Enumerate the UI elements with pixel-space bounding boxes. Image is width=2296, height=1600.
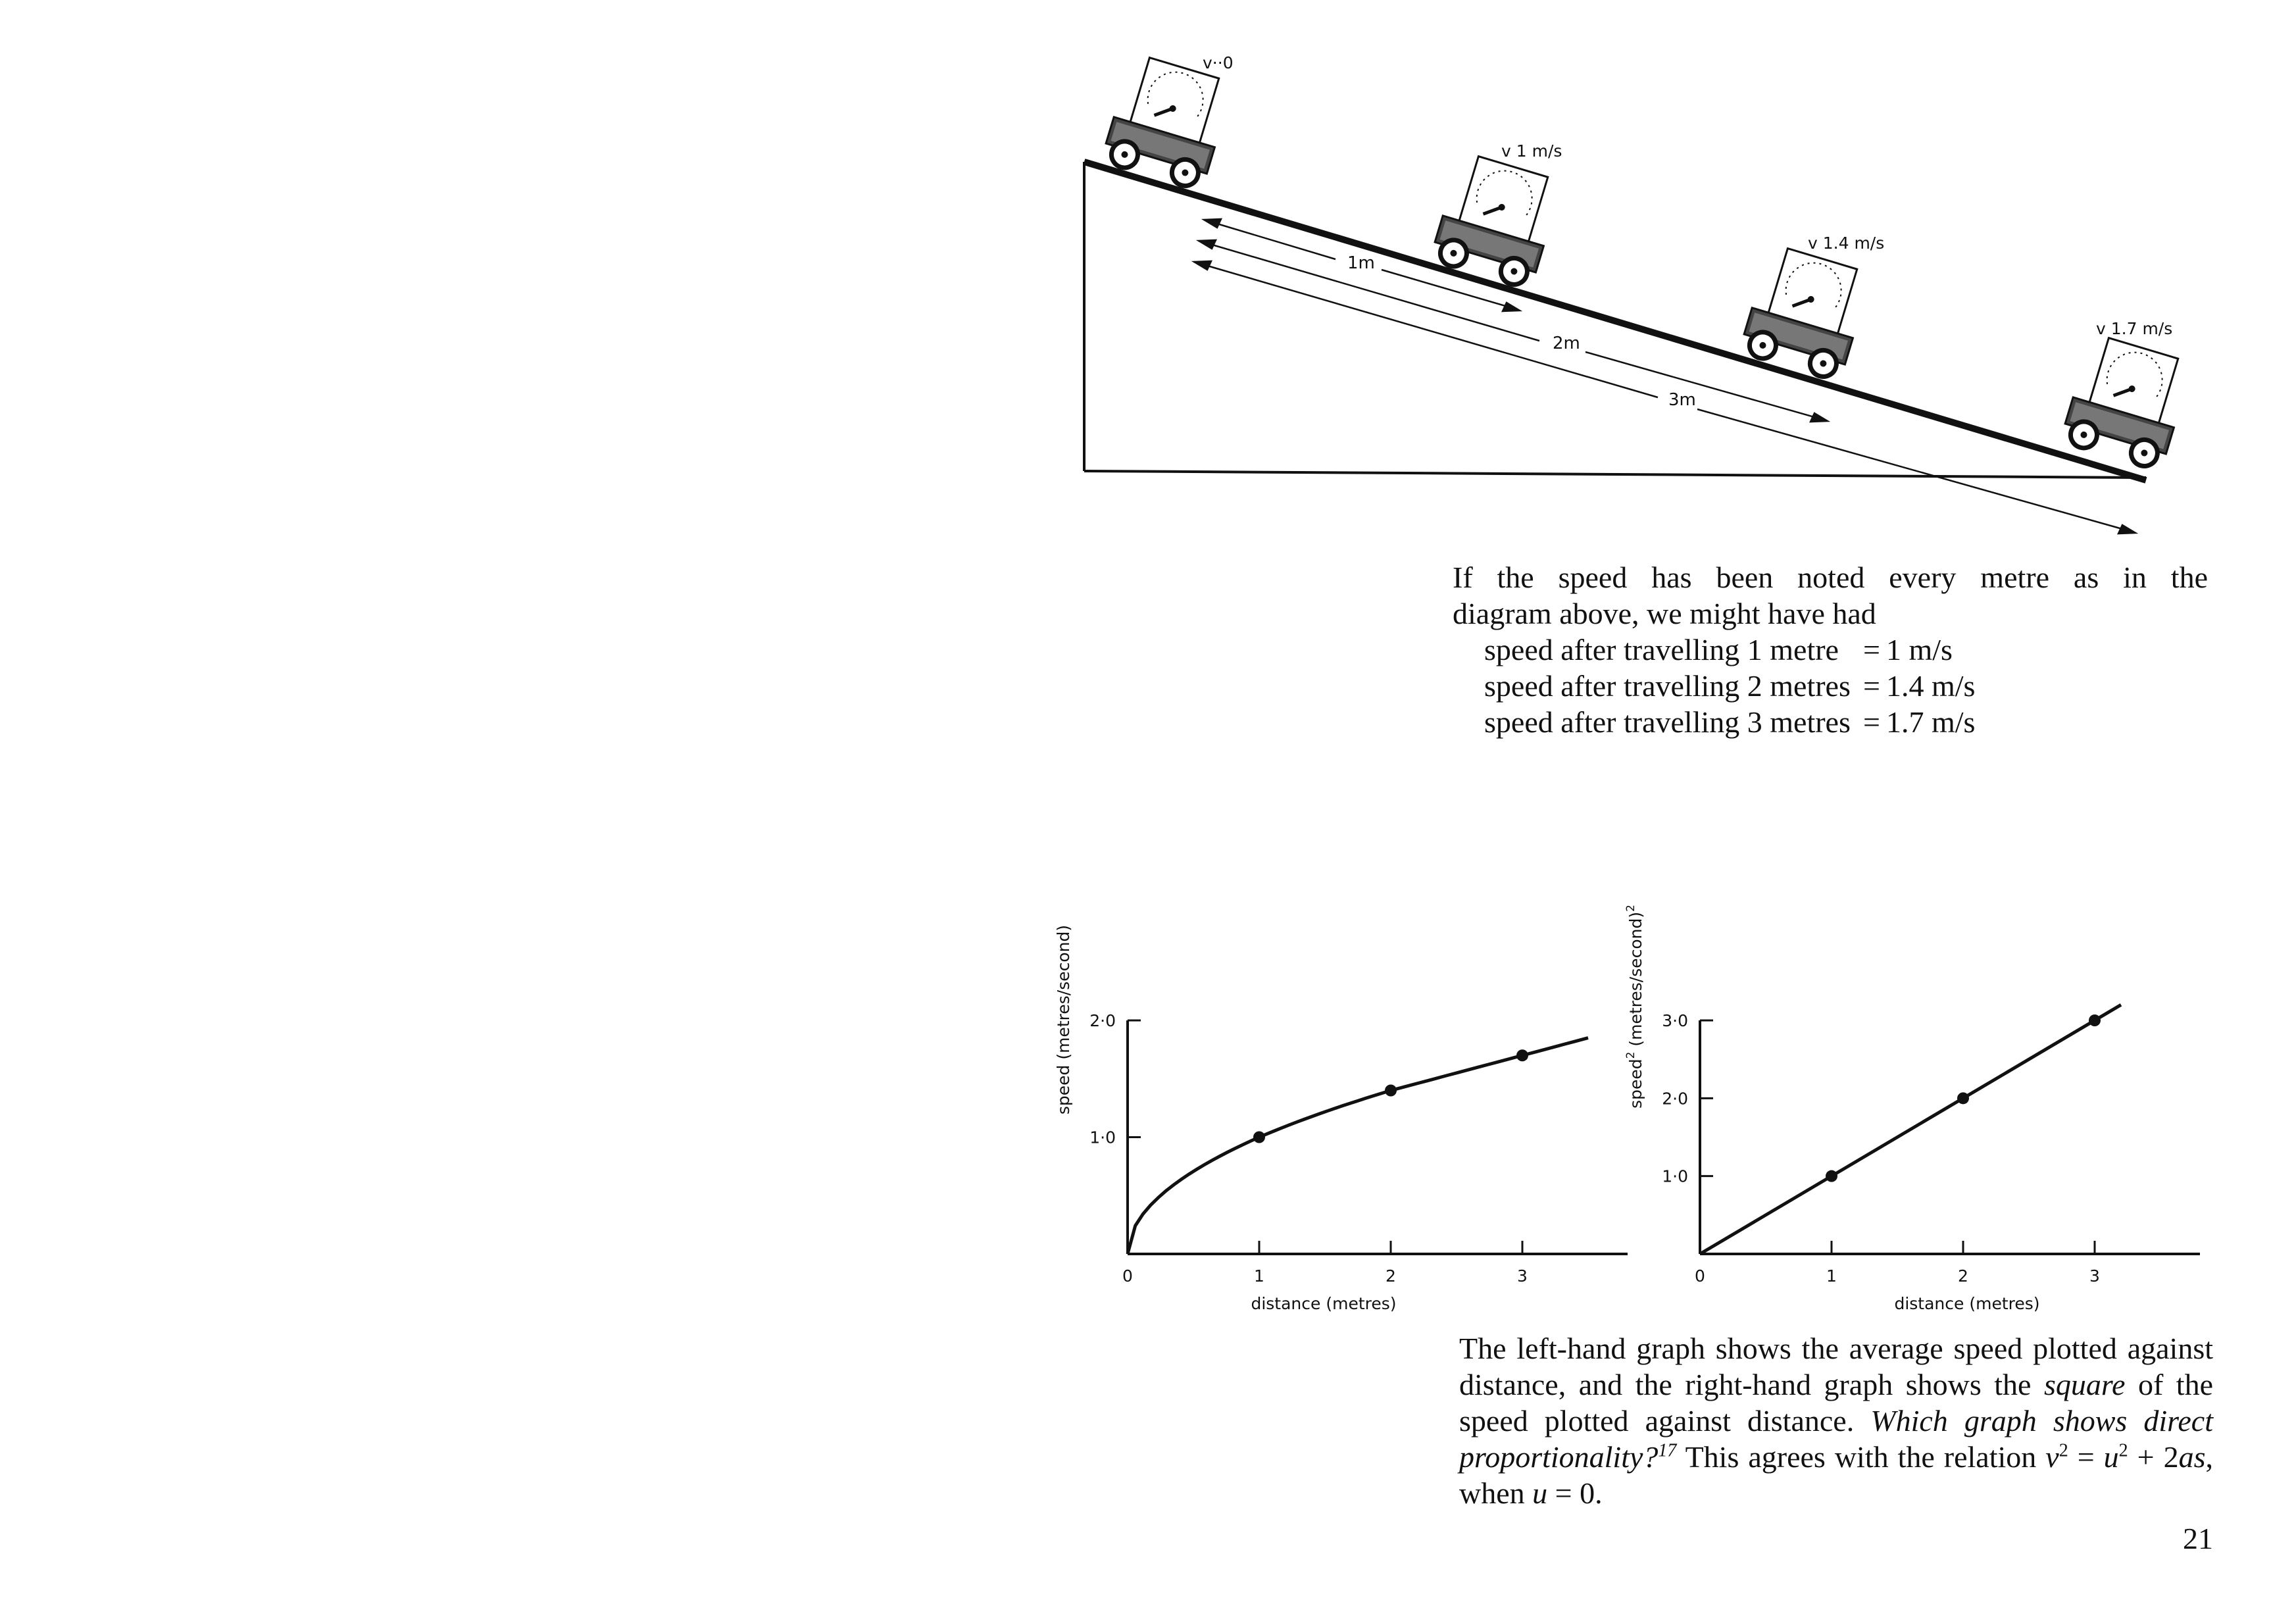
distance-label-3m: 3m bbox=[1668, 390, 1696, 410]
closing-part2: of the speed plotted against distance. bbox=[1459, 1368, 2213, 1438]
page-number: 21 bbox=[2183, 1522, 2213, 1555]
x-tick-label: 0 bbox=[1122, 1266, 1133, 1286]
intro-paragraph bbox=[1453, 559, 2208, 740]
y-tick-label: 1·0 bbox=[1662, 1166, 1688, 1186]
closing-question: Which graph shows direct proportionality? bbox=[1459, 1404, 2213, 1474]
closing-square: square bbox=[2043, 1368, 2126, 1401]
y-label-end-sup: 2 bbox=[1624, 905, 1637, 912]
x-tick-label: 1 bbox=[1254, 1266, 1264, 1286]
intro-line-1: If the speed has been noted every metre as in the bbox=[1453, 561, 2208, 594]
speed-row-label: speed after travelling 3 metres bbox=[1484, 705, 1851, 739]
y-tick-label: 2·0 bbox=[1662, 1089, 1688, 1109]
eq-zero: = 0. bbox=[1547, 1476, 1603, 1510]
x-tick-label: 2 bbox=[1385, 1266, 1396, 1286]
distance-arrow-3m bbox=[1194, 261, 2135, 534]
y-axis-label bbox=[1624, 905, 1645, 1109]
eq-sq1: 2 bbox=[2059, 1440, 2068, 1461]
speed-curve bbox=[1128, 1038, 1588, 1254]
speed-row-2 bbox=[1453, 668, 2208, 704]
y-tick-label: 1·0 bbox=[1089, 1128, 1116, 1147]
eq-plus: + 2 bbox=[2128, 1440, 2179, 1474]
x-tick-label: 3 bbox=[2089, 1266, 2100, 1286]
closing-part3: This agrees with the relation bbox=[1676, 1440, 2046, 1474]
closing-paragraph bbox=[1459, 1330, 2213, 1511]
speed-distance-chart bbox=[1039, 776, 1632, 1313]
readout-v14: v 1.4 m/s bbox=[1808, 234, 1885, 253]
eq-u: u bbox=[2103, 1440, 2119, 1474]
y-tick-label: 3·0 bbox=[1662, 1011, 1688, 1030]
speed-row-1 bbox=[1453, 632, 2208, 668]
data-point bbox=[1385, 1085, 1397, 1097]
distance-label-1m: 1m bbox=[1347, 253, 1375, 273]
distance-label-2m: 2m bbox=[1553, 334, 1580, 353]
readout-v1: v 1 m/s bbox=[1501, 141, 1562, 161]
eq-as: as bbox=[2178, 1440, 2206, 1474]
incline-diagram bbox=[0, 0, 2296, 566]
y-label-main: speed bbox=[1626, 1059, 1645, 1109]
data-point bbox=[1957, 1092, 1969, 1104]
speed-squared-line bbox=[1700, 1005, 2121, 1254]
closing-part1: The left-hand graph shows the average speed plotted against distance, and the right-hand graph shows the bbox=[1459, 1332, 2213, 1401]
x-axis-label: distance (metres) bbox=[1251, 1294, 1397, 1313]
x-tick-label: 1 bbox=[1826, 1266, 1837, 1286]
x-tick-label: 3 bbox=[1517, 1266, 1528, 1286]
x-tick-label: 0 bbox=[1695, 1266, 1705, 1286]
y-label-rest: (metres/second) bbox=[1626, 911, 1645, 1052]
trolley-4 bbox=[2060, 333, 2193, 472]
speed-row-value: 1.4 m/s bbox=[1886, 669, 1976, 703]
speed-row-3 bbox=[1453, 704, 2208, 740]
y-axis-label: speed (metres/second) bbox=[1054, 924, 1073, 1115]
footnote-17: 17 bbox=[1658, 1440, 1677, 1461]
speed-row-eq: = bbox=[1863, 669, 1880, 703]
speed-row-label: speed after travelling 1 metre bbox=[1484, 633, 1839, 666]
speed-row-label: speed after travelling 2 metres bbox=[1484, 669, 1851, 703]
readout-v17: v 1.7 m/s bbox=[2096, 319, 2173, 338]
y-tick-label: 2·0 bbox=[1089, 1011, 1116, 1030]
eq-u2: u bbox=[1532, 1476, 1548, 1510]
speed-squared-distance-chart bbox=[1612, 757, 2204, 1313]
data-point bbox=[1253, 1132, 1265, 1143]
readout-v0: v··0 bbox=[1203, 53, 1234, 72]
x-tick-label: 2 bbox=[1958, 1266, 1968, 1286]
ramp-base bbox=[1084, 471, 2146, 478]
eq-when: , when bbox=[1459, 1440, 2213, 1510]
eq-sq2: 2 bbox=[2118, 1440, 2128, 1461]
data-point bbox=[1516, 1049, 1528, 1061]
speed-row-value: 1.7 m/s bbox=[1886, 705, 1976, 739]
data-point bbox=[2089, 1014, 2101, 1026]
y-label-sup: 2 bbox=[1624, 1051, 1637, 1059]
eq-v: v bbox=[2045, 1440, 2059, 1474]
intro-line-2: diagram above, we might have had bbox=[1453, 597, 1876, 630]
speed-row-eq: = bbox=[1863, 633, 1880, 666]
data-point bbox=[1826, 1170, 1837, 1182]
x-axis-label: distance (metres) bbox=[1894, 1294, 2040, 1313]
speed-row-eq: = bbox=[1863, 705, 1880, 739]
speed-row-value: 1 m/s bbox=[1886, 633, 1953, 666]
eq-mid: = bbox=[2068, 1440, 2104, 1474]
ramp-slope bbox=[1084, 162, 2146, 480]
